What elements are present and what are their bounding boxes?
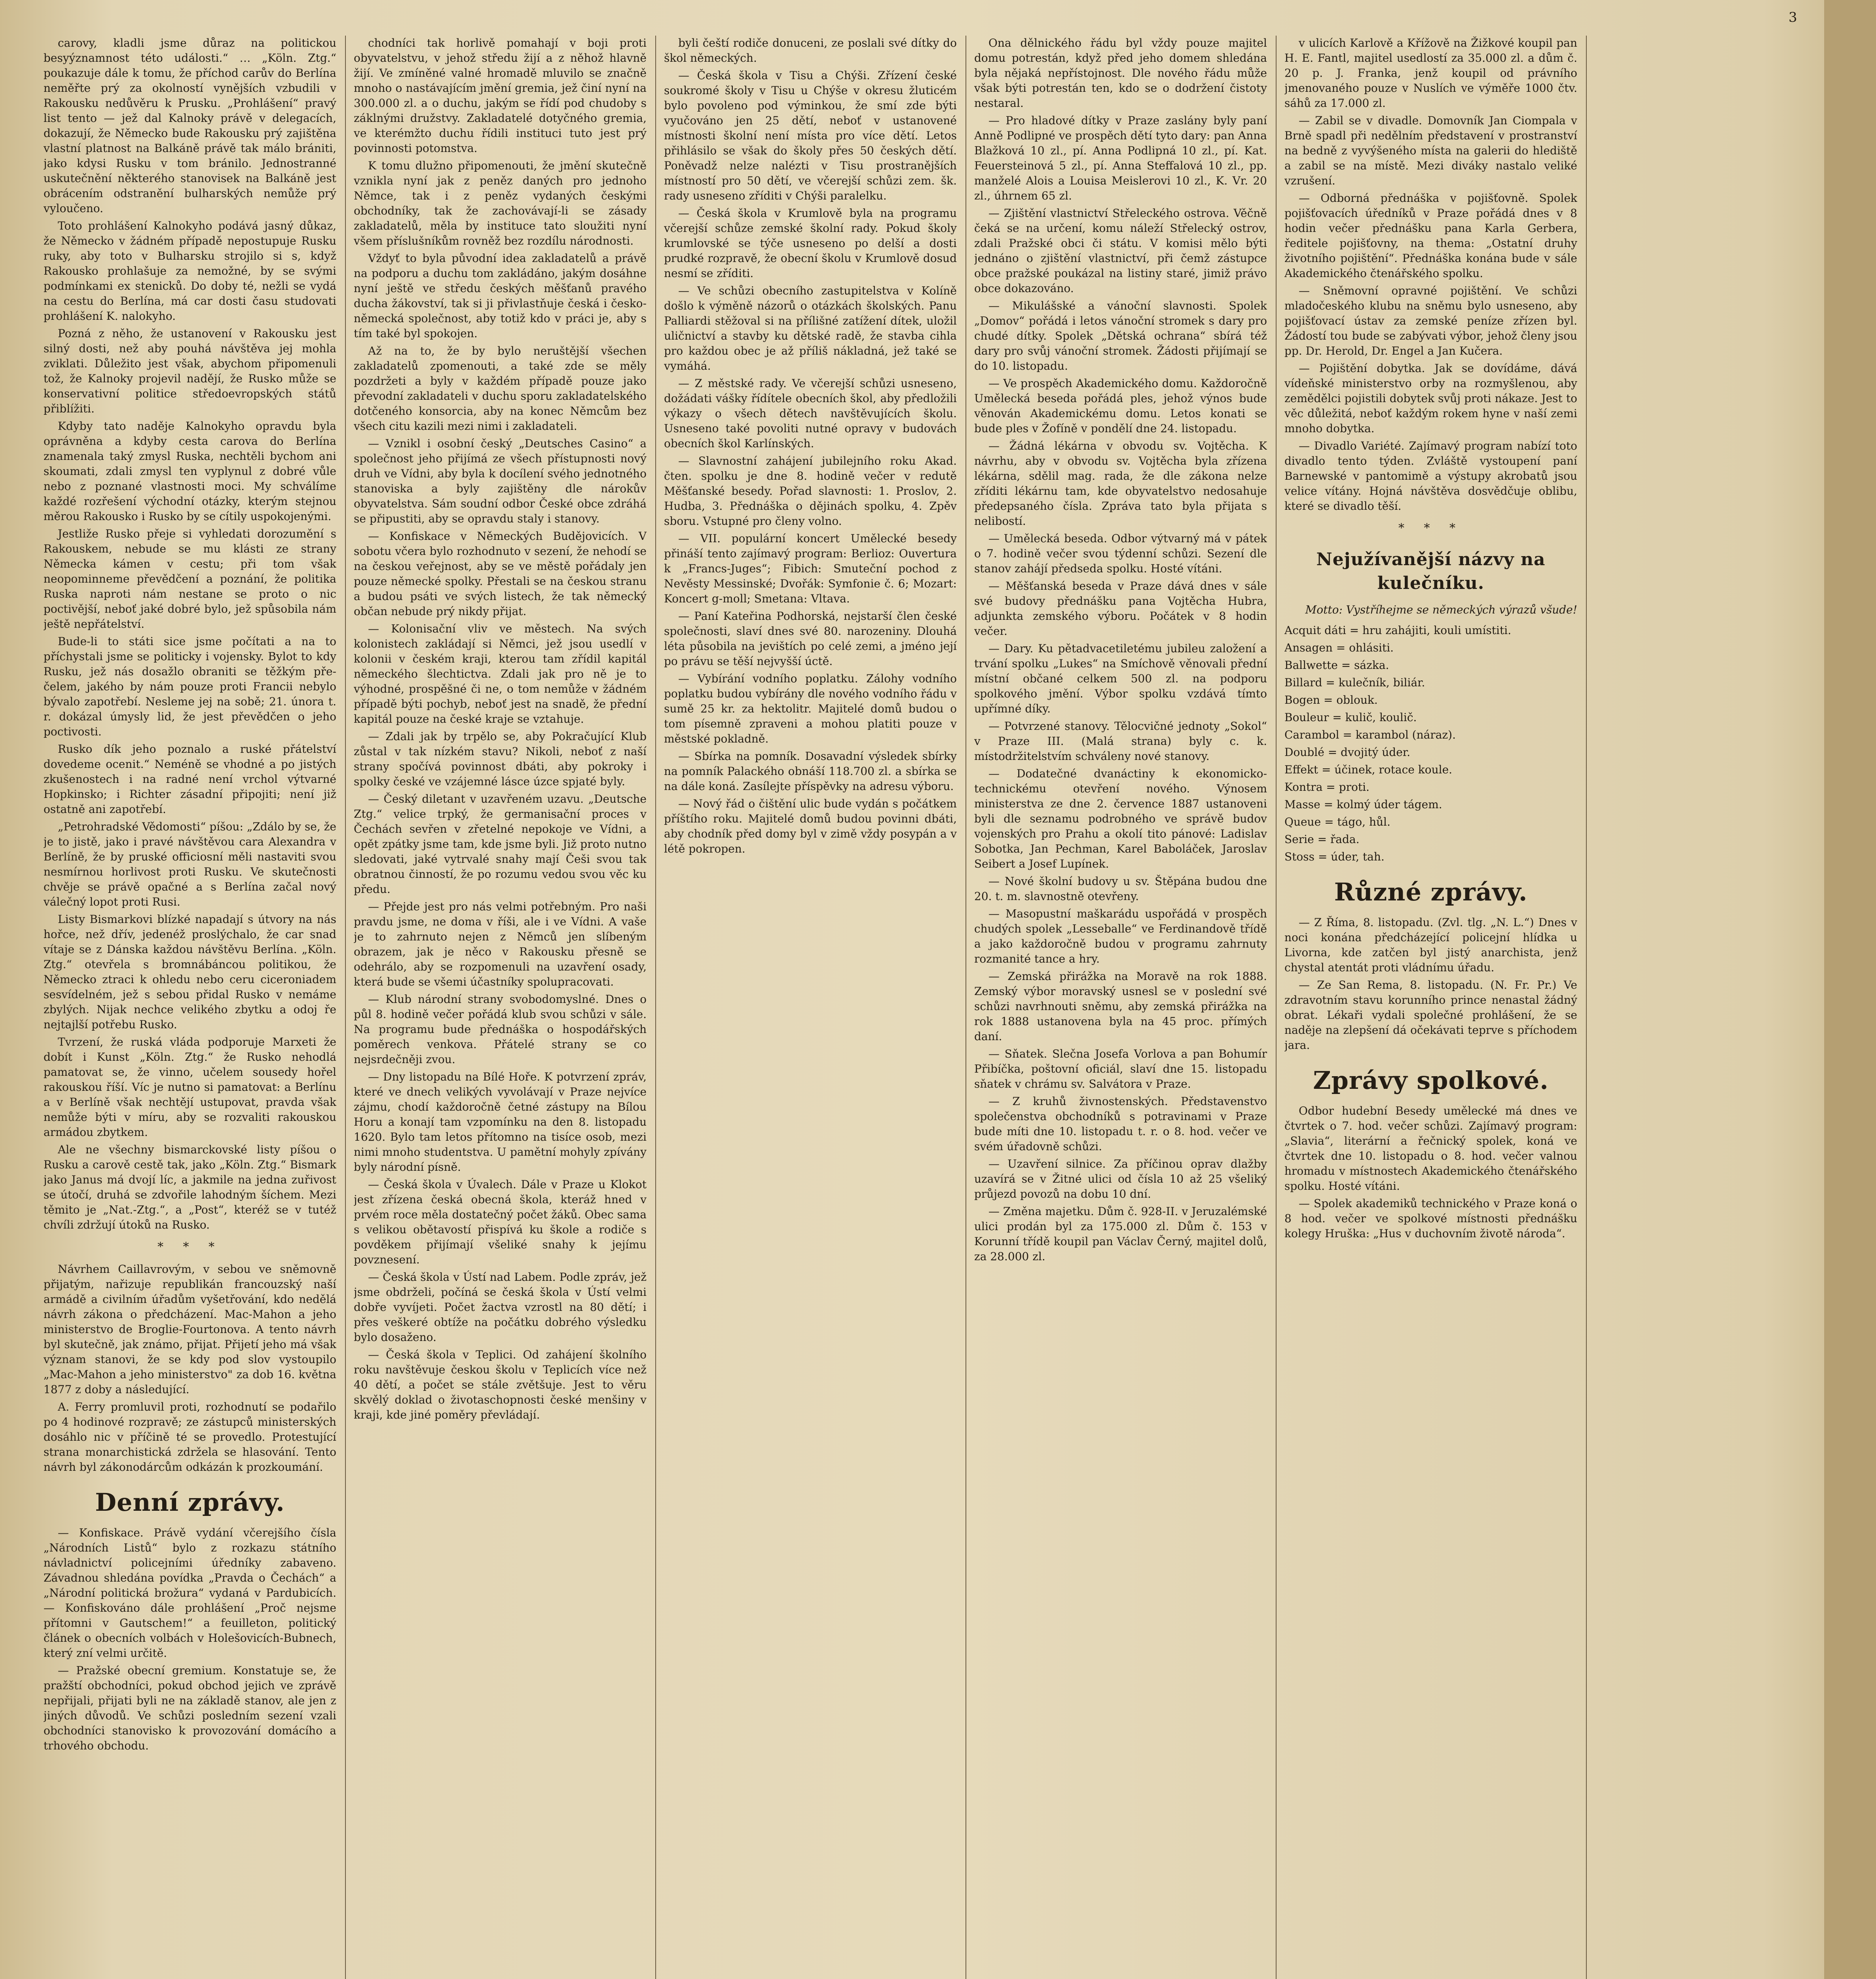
article-paragraph: — Dny listopadu na Bílé Hoře. K potvrzení zpráv, které ve dnech velikých vyvolávají v Praze nejvíce zájmu, chodí každoročně četné zástupy na Bílou Horu a konají tam vzpomínku na den 8. listopadu 1620. Bylo tam letos přítomno na tisíce osob, mezi nimi mnoho studentstva. U pamětní mohyly zpívány byly národní písně.: [354, 1070, 647, 1174]
article-paragraph: — Zdali jak by trpělo se, aby Pokračující Klub zůstal v tak nízkém stavu? Nikoli, neboť z naší strany spočívá povinnost dbáti, aby pokroky i spolky české ve vzájemné lásce úzce spjaté byly.: [354, 730, 647, 788]
article-paragraph: — Sbírka na pomník. Dosavadní výsledek sbírky na pomník Palackého obnáší 118.700 zl. a sbírka se na dále koná. Zasílejte příspěvky na adresu výboru.: [664, 750, 957, 793]
page-number: 3: [1789, 9, 1797, 25]
article-paragraph: — Spolek akademiků technického v Praze koná o 8 hod. večer ve spolkové místnosti přednášku kolegy Hruška: „Hus v duchovním životě národa“.: [1284, 1197, 1577, 1240]
article-paragraph: — Ze San Rema, 8. listopadu. (N. Fr. Pr.) Ve zdravotním stavu korunního prince nenastal žádný obrat. Lékaři vydali společné prohlášení, že se naděje na zlepšení dá očekávati teprve s příchodem jara.: [1284, 978, 1577, 1052]
article-paragraph: v ulicích Karlově a Křížově na Žižkové koupil pan H. E. Fantl, majitel usedlostí za 35.000 zl. a dům č. 20 p. J. Franka, jenž koupil od právního jmenovaného pouze v Nuslích ve výměře 1000 čtv. sáhů za 17.000 zl.: [1284, 36, 1577, 110]
article-paragraph: K tomu dlužno připomenouti, že jmění skutečně vznikla nyní jak z peněz daných pro jednoho Němce, tak i z peněz vydaných českými obchodníky, tak že zachovávají-li se zásady zakladatelů, měla by instituce tato sloužiti nyní všem příslušníkům rovněž bez rozdílu národnosti.: [354, 159, 647, 247]
column-1: [44, 36, 336, 1979]
article-paragraph: — Ve prospěch Akademického domu. Každoročně Umělecká beseda pořádá ples, jehož výnos bude věnován Akademickému domu. Letos konati se bude ples v Žofíně v pondělí dne 24. listopadu.: [974, 377, 1267, 435]
article-paragraph: Ona dělnického řádu byl vždy pouze majitel domu potrestán, když před jeho domem shledána byla nějaká nepřístojnost. Dle nového řádu může však býti potrestán ten, kdo se o dodržení čistoty nestaral.: [974, 36, 1267, 110]
section-heading: Různé zprávy.: [1334, 877, 1528, 906]
article-paragraph: — Přejde jest pro nás velmi potřebným. Pro naši pravdu jsme, ne doma v říši, ale i ve Vídni. A vaše je to zahrnuto nejen z Němců jen slíbeným obrazem, jak je něco v Rakousku přesně se odehrálo, aby se rozpomenuli na uzavření osady, která bude se všemi účastníky spolupracovati.: [354, 900, 647, 988]
article-paragraph: Návrhem Caillavrovým, v sebou ve sněmovně přijatým, nařizuje republikán francouzský naší armádě a civilním úřadům vyšetřování, kdo nedělá návrh zákona o předcházení. Mac-Mahon a jeho ministerstvo de Broglie-Fourtonova. A tento návrh byl skutečně, jak známo, přijat. Přijetí jeho má však význam stanovi, že se kdy pod slov vystoupilo „Mac-Mahon a jeho ministerstvo" za dob 16. května 1877 z doby a následující.: [44, 1263, 336, 1396]
article-paragraph: — Zjištění vlastnictví Střeleckého ostrova. Věčně čeká se na určení, komu náleží Střelecký ostrov, zdali Pražské obci či státu. V komisi mělo býti jednáno o zjištění vlastnictví, při čemž zástupce obce pražské poukázal na listiny staré, jimiž právo obce dokazováno.: [974, 207, 1267, 295]
article-paragraph: — Sňatek. Slečna Josefa Vorlova a pan Bohumír Přibíčka, poštovní oficiál, slaví dne 15. listopadu sňatek v chrámu sv. Salvátora v Praze.: [974, 1047, 1267, 1090]
article-paragraph: — Česká škola v Krumlově byla na programu včerejší schůze zemské školní rady. Pokud školy krumlovské se týče usneseno po delší a dosti prudké rozpravě, že obecní školu v Krumlově dosud nesmí se zříditi.: [664, 207, 957, 280]
article-paragraph: — Zabil se v divadle. Domovník Jan Ciompala v Brně spadl při nedělním představení v prostranství na bedně z vyvýšeného místa na galerii do hlediště a zabil se na místě. Mezi diváky nastalo veliké vzrušení.: [1284, 114, 1577, 187]
article-paragraph: — Uzavření silnice. Za příčinou oprav dlažby uzavírá se v Žitné ulici od čísla 10 až 25 všeliký průjezd povozů na dobu 10 dní.: [974, 1157, 1267, 1200]
column-4: [974, 36, 1267, 1979]
article-paragraph: — Divadlo Variété. Zajímavý program nabízí toto divadlo tento týden. Zvláště vystoupení paní Barnewské v pantomimě a výstupy akrobatů jsou velice vítány. Hojná návštěva dosvědčuje oblibu, které se divadlo těší.: [1284, 439, 1577, 513]
glossary-entry: Billard = kulečník, biliár.: [1284, 676, 1425, 689]
article-paragraph: — Vznikl i osobní český „Deutsches Casino“ a společnost jeho přijímá ze všech přístupnosti nový druh ve Vídni, aby byla k docílení svého jednotného stanoviska a byly zajištěny dle nárokův obyvatelstva. Sám soudní odbor České obce zdráhá se připustiti, aby se opravdu staly i stanovy.: [354, 437, 647, 525]
article-paragraph: — Dodatečné dvanáctiny k ekonomicko-technickému otevření nového. Výnosem ministerstva ze dne 2. července 1887 ustanoveni byli dle seznamu podrobného ve správě budov vojenských pro Prahu a okolí tito pánové: Ladislav Sobotka, Jan Pechman, Karel Baboláček, Jaroslav Seibert a Josef Lupínek.: [974, 767, 1267, 870]
glossary-entry: Bogen = oblouk.: [1284, 693, 1378, 707]
glossary-entry: Acquit dáti = hru zahájiti, kouli umístiti.: [1284, 624, 1512, 637]
article-paragraph: Tvrzení, že ruská vláda podporuje Marxeti že dobít i Kunst „Köln. Ztg.“ že Rusko nehodlá pamatovat se, že vinno, učelem sousedy hořel rakouskou říší. Víc je nutno si pamatovat: a Berlínu a v Berlíně však nechtějí ustupovat, pravda však nemůže býti v míru, aby se rozvaliti rakouskou armádou zbytkem.: [44, 1035, 336, 1139]
article-paragraph: — Z Říma, 8. listopadu. (Zvl. tlg. „N. L.“) Dnes v noci konána předcházející policejní hlídka u Livorna, kde zatčen byl jistý anarchista, jenž chystal atentát proti vládnímu úřadu.: [1284, 916, 1577, 974]
article-paragraph: — Masopustní maškarádu uspořádá v prospěch chudých spolek „Lesseballe“ ve Ferdinandově třídě a jako každoročně budou v programu zahrnuty rozmanité tance a hry.: [974, 907, 1267, 965]
glossary-entry: Masse = kolmý úder tágem.: [1284, 798, 1442, 811]
column-rule: [655, 36, 656, 1979]
article-paragraph: Až na to, že by bylo neruštější všechen zakladatelů zpomenouti, a také zde se měly pozdržeti a byly v každém případě pouze jako převodní zakladateli v duchu sporu zakladatelského dotčeného konsorcia, aby na konec Němcům bez všech citu kazili mezi nimi i zakladateli.: [354, 344, 647, 433]
article-paragraph: Vždyť to byla původní idea zakladatelů a právě na podporu a duchu tom zakládáno, jakým dosáhne nyní ještě ve středu českých měšťanů pravého ducha žákovství, tak si ji přivlastňuje česká i česko-německá společnost, aby totiž kdo v práci je, aby s tím také byl spokojen.: [354, 252, 647, 340]
article-paragraph: — Mikulášské a vánoční slavnosti. Spolek „Domov“ pořádá i letos vánoční stromek s dary pro chudé dítky. Spolek „Dětská ochrana“ sbírá též dary pro svůj vánoční stromek. Žádosti přijímají se do 10. listopadu.: [974, 299, 1267, 372]
article-paragraph: Jestliže Rusko přeje si vyhledati dorozumění s Rakouskem, nebude se mu klásti ze strany Německa kámen v cestu; při tom však neopominneme převědčení a poznání, že politika Ruska naproti nám nestane se proto o nic poctivější, neboť jaké dobré bylo, jež spůsobila nám ještě nepřátelství.: [44, 527, 336, 631]
article-paragraph: Bude-li to státi sice jsme počítati a na to příchystali jsme se politicky i vojensky. Bylot to kdy Rusku, jež nás dosažlo obraniti se těžkým přečelem, jakého by nám pouze proti Francii nebylo bývalo zapotřebí. Nesleme jej na sobě; 21. února t. r. dokázal úmysly lid, že jest převědčen o jeho poctivosti.: [44, 635, 336, 738]
article-paragraph: „Petrohradské Vědomosti“ píšou: „Zdálo by se, že je to jistě, jako i pravé návštěvou cara Alexandra v Berlíně, že by pruské officiosní měli nastaviti svou nesmírnou horlivost proti Rusku. Ve skutečnosti chvěje se právě opačné a s Berlína začal nový válečný lopot proti Rusi.: [44, 820, 336, 908]
article-paragraph: byli čeští rodiče donuceni, ze poslali své dítky do škol německých.: [664, 36, 957, 65]
glossary-entry: Carambol = karambol (náraz).: [1284, 728, 1456, 741]
article-columns: [44, 36, 1816, 1979]
article-paragraph: — Odborná přednáška v pojišťovně. Spolek pojišťovacích úředníků v Praze pořádá dnes v 8 hodin večer přednášku pana Karla Gerbera, ředitele pojišťovny, na thema: „Ostatní druhy životního pojištění“. Přednáška konána bude v sále Akademického čtenářského spolku.: [1284, 192, 1577, 280]
section-divider: * * *: [157, 1240, 223, 1254]
glossary-entry: Bouleur = kulič, koulič.: [1284, 711, 1417, 724]
article-paragraph: — Nové školní budovy u sv. Štěpána budou dne 20. t. m. slavnostně otevřeny.: [974, 875, 1267, 903]
glossary-entry: Effekt = účinek, rotace koule.: [1284, 763, 1453, 776]
article-paragraph: — Pro hladové dítky v Praze zaslány byly paní Anně Podlipné ve prospěch dětí tyto dary: pan Anna Blažková 10 zl., pí. Anna Podlipná 10 zl., pí. Kat. Feuersteinová 5 zl., pí. Anna Steffalová 10 zl., pp. manželé Alois a Louisa Meislerovi 10 zl., K. Vr. 20 zl., úhrnem 65 zl.: [974, 114, 1267, 202]
article-paragraph: chodníci tak horlivě pomahají v boji proti obyvatelstvu, v jehož středu žijí a z něhož hlavně žijí. Ve zmíněné valné hromadě mluvilo se značně mnoho o nastávajícím jmění gremia, jež činí nyní na 300.000 zl. a o duchu, jakým se řídí pod chudoby s záklnými družstvy. Zakladatelé dotyčného gremia, ve kterémžto duchu řídili instituci tuto jest prý povinnosti potomstva.: [354, 36, 647, 155]
article-paragraph: A. Ferry promluvil proti, rozhodnutí se podařilo po 4 hodinové rozpravě; ze zástupců ministerských dosáhlo nic v příčině té se provedlo. Protestující strana monarchistická zdržela se hlasování. Tento návrh byl zákonodárcům odkázán k prozkoumání.: [44, 1400, 336, 1474]
article-paragraph: Ale ne všechny bismarckovské listy píšou o Rusku a carově cestě tak, jako „Köln. Ztg.“ Bismark jako Janus má dvojí líc, a jakmile na jedna zuřivost se útočí, druhá se zdvořile lahodným šíchem. Mezi těmito je „Nat.-Ztg.“, a „Post“, kteréž se v tutéž chvíli zdržují útoků na Rusko.: [44, 1143, 336, 1231]
article-paragraph: — Nový řád o čištění ulic bude vydán s počátkem příštího roku. Majitelé domů budou povinni dbáti, aby chodník před domy byl v zimě vždy posypán a v létě pokropen.: [664, 797, 957, 855]
article-paragraph: — VII. populární koncert Umělecké besedy přináší tento zajímavý program: Berlioz: Ouvertura k „Francs-Juges“; Fibich: Smuteční pochod z Nevěsty Messinské; Dvořák: Symfonie č. 6; Mozart: Koncert g-moll; Smetana: Vltava.: [664, 532, 957, 605]
column-2: [354, 36, 647, 1979]
article-paragraph: Odbor hudební Besedy umělecké má dnes ve čtvrtek o 7. hod. večer schůzi. Zajímavý program: „Slavia“, literární a řečnický spolek, koná ve čtvrtek dne 10. listopadu o 8. hod. večer valnou hromadu v místnostech Akademického čtenářského spolku. Hosté vítáni.: [1284, 1104, 1577, 1193]
column-rule: [1276, 36, 1277, 1979]
article-paragraph: — Dary. Ku pětadvacetiletému jubileu založení a trvání spolku „Lukes“ na Smíchově věnovali přední místní občané celkem 500 zl. na podporu spolkového jmění. Výbor spolku vzdává tímto upřímné díky.: [974, 642, 1267, 715]
article-paragraph: — Česká škola v Ústí nad Labem. Podle zpráv, jež jsme obdrželi, počíná se česká škola v Ústí velmi dobře vyvíjeti. Počet žactva vzrostl na 80 dětí; i přes veškeré obtíže na počátku dobrého výsledku bylo dosaženo.: [354, 1271, 647, 1344]
glossary-entry: Serie = řada.: [1284, 833, 1360, 846]
section-divider: * * *: [1398, 521, 1464, 535]
section-heading: Zprávy spolkové.: [1313, 1066, 1549, 1095]
article-paragraph: — Český diletant v uzavřeném uzavu. „Deutsche Ztg.“ velice trpký, že germanisační proces v Čechách sevřen v zřetelné nepokoje ve Vídni, a opět zpátky jsme tam, kde jsme byli. Již proto nutno sledovati, jaké vytrvalé snahy mají Češi svou tak obratnou činností, že po rozumu vedou svou věc ku předu.: [354, 792, 647, 896]
article-paragraph: — Zemská přirážka na Moravě na rok 1888. Zemský výbor moravský usnesl se v poslední své schůzi navrhnouti sněmu, aby zemská přirážka na rok 1888 ustanovena byla na 45 proc. přímých daní.: [974, 970, 1267, 1043]
glossary-entry: Queue = tágo, hůl.: [1284, 815, 1390, 828]
column-5: [1284, 36, 1577, 1979]
article-paragraph: — Potvrzené stanovy. Tělocvičné jednoty „Sokol“ v Praze III. (Malá strana) byly c. k. místodržitelstvím schváleny nové stanovy.: [974, 720, 1267, 763]
page-edge: [1824, 0, 1876, 1979]
column-3: [664, 36, 957, 1979]
column-rule: [345, 36, 346, 1979]
article-paragraph: — Kolonisační vliv ve městech. Na svých kolonistech zakládají si Němci, jež jsou usedlí v kolonii v českém kraji, kterou tam zřídil kapitál německého šlechtictva. Zdali jak pro ně je to výhodné, prospěšné či ne, o tom nemůže v žádném případě býti pochyb, neboť jest na snadě, že přední kapitál pouze na české kraje se vztahuje.: [354, 622, 647, 726]
article-paragraph: — Konfiskace. Právě vydání včerejšího čísla „Národních Listů“ bylo z rozkazu státního návladnictví policejními úředníky zabaveno. Závadnou shledána povídka „Pravda o Čechách“ a „Národní politická brožura“ vydaná v Pardubicích. — Konfiskováno dále prohlášení „Proč nejsme přítomni v Gautschem!“ a feuilleton, politický článek o obecních volbách v Holešovicích-Bubnech, který zní velmi určitě.: [44, 1526, 336, 1660]
glossary-entry: Doublé = dvojitý úder.: [1284, 746, 1410, 759]
article-paragraph: — Klub národní strany svobodomyslné. Dnes o půl 8. hodině večer pořádá klub svou schůzi v sále. Na programu bude přednáška o hospodářských poměrech venkova. Přátelé strany se co nejsrdečněji zvou.: [354, 993, 647, 1066]
glossary-entry: Stoss = úder, tah.: [1284, 850, 1385, 863]
article-paragraph: — Změna majetku. Dům č. 928-II. v Jeruzalémské ulici prodán byl za 175.000 zl. Dům č. 153 v Korunní třídě koupil pan Václav Černý, majitel dolů, za 28.000 zl.: [974, 1205, 1267, 1263]
article-paragraph: Pozná z něho, že ustanovení v Rakousku jest silný dosti, než aby pouhá návštěva jej mohla zviklati. Důležito jest však, abychom připomenuli tož, že Kalnoky projevil nadějí, že Rusko může se konservativní politice středoevropských států přiblížiti.: [44, 327, 336, 415]
article-paragraph: Toto prohlášení Kalnokyho podává jasný důkaz, že Německo v žádném případě nepostupuje Rusku ruky, aby toto v Bulharsku strojilo si s, když Rakousko prohlašuje za nemožné, by se svými podmínkami ex stenicků. Do doby té, nežli se vydá na cestu do Berlína, má car dosti času studovati prohlášení K. nalokyho.: [44, 219, 336, 323]
glossary-entry: Ansagen = ohlásiti.: [1284, 641, 1394, 654]
column-rule: [1586, 36, 1587, 1979]
article-paragraph: — Česká škola v Teplici. Od zahájení školního roku navštěvuje českou školu v Teplicích více než 40 dětí, a počet se stále zvětšuje. Jest to věru skvělý doklad o životaschopnosti české menšiny v kraji, kde jiné poměry převládají.: [354, 1348, 647, 1421]
article-paragraph: carovy, kladli jsme důraz na politickou besyýznamnost této události.“ … „Köln. Ztg.“ poukazuje dále k tomu, že příchod carův do Berlína neměřte prý za okolností vynějších vzbudili v Rakousku nedůvěru k Prusku. „Prohlášení“ pravý list tento — jež dal Kalnoky právě v delegacích, dokazují, že Německo bude Rakousku prý zajištěna vlastní platnost na Balkáně právě tak málo brániti, jako kdysi Rusku v tom bránilo. Jednostranné uskutečnění některého stanovisek na Balkáně jest obrácením odstranění bulharských nemůže prý vyloučeno.: [44, 36, 336, 215]
article-paragraph: — Z kruhů živnostenských. Představenstvo společenstva obchodníků s potravinami v Praze bude míti dne 10. listopadu t. r. o 8. hod. večer ve svém úřadovně schůzi.: [974, 1095, 1267, 1153]
glossary-entry: Ballwette = sázka.: [1284, 659, 1389, 672]
article-paragraph: — Česká škola v Tisu a Chýši. Zřízení české soukromé školy v Tisu u Chýše v okresu žluticém bylo povoleno pod výminkou, že smí zde býti vyučováno jen 25 dětí, neboť v ustanovené místnosti školní není místa pro více dětí. Letos přihlásilo se však do školy přes 50 českých dětí. Poněvadž nelze nalézti v Tisu prostranějších místností pro 50 dětí, ve včerejší schůzi zem. šk. rady usneseno zříditi v Chýši paralelku.: [664, 69, 957, 202]
article-paragraph: — Pražské obecní gremium. Konstatuje se, že pražští obchodníci, pokud obchod jejich ve zprávě nepřijali, přijati byli ne na základě stanov, ale jen z jiných důvodů. Ve schůzi posledním sezení vzali obchodníci stanovisko k provozování domácího a trhového obchodu.: [44, 1664, 336, 1752]
section-heading: Denní zprávy.: [95, 1488, 285, 1517]
article-paragraph: — Pojištění dobytka. Jak se dovídáme, dává vídeňské ministerstvo orby na rozmyšlenou, aby zemědělci pojistili dobytek svůj proti nákaze. Jest to věc důležitá, neboť každým rokem hyne v naší zemi mnoho dobytka.: [1284, 362, 1577, 435]
article-paragraph: Listy Bismarkovi blízké napadají s útvory na nás hořce, než dřív, jedenéž proslýchalo, že car snad vítaje se z Dánska každou návštěvu Berlína. „Köln. Ztg.“ otevřela s bromnábáncou politikou, že Německo ztraci k ohledu nebo ceru ciceroniadem sesvídelném, jež s sebou přidal Rusko v nemáme zbylých. Nijak nechce velikého zbytku a odoj ře nejtajlší potřebu Rusko.: [44, 913, 336, 1031]
article-paragraph: — Měšťanská beseda v Praze dává dnes v sále své budovy přednášku pana Vojtěcha Hubra, adjunkta zemského výboru. Počátek v 8 hodin večer.: [974, 579, 1267, 638]
article-paragraph: — Paní Kateřina Podhorská, nejstarší člen české společnosti, slaví dnes své 80. narozeniny. Dlouhá léta působila na jevištích po celé zemi, a jméno její po právu se těší nejvyšší úctě.: [664, 610, 957, 668]
article-paragraph: — Sněmovní opravné pojištění. Ve schůzi mladočeského klubu na sněmu bylo usneseno, aby pojišťovací ústav za zemské peníze zřízen byl. Žádostí tou bude se zabývati výbor, jehož členy jsou pp. Dr. Herold, Dr. Engel a Jan Kučera.: [1284, 284, 1577, 357]
article-paragraph: — Umělecká beseda. Odbor výtvarný má v pátek o 7. hodině večer svou týdenní schůzi. Sezení dle stanov zahájí předseda spolku. Hosté vítáni.: [974, 532, 1267, 575]
article-paragraph: Kdyby tato naděje Kalnokyho opravdu byla oprávněna a kdyby cesta carova do Berlína znamenala taký zmysl Ruska, nechtěli bychom ani skoumati, zdali zmysl ten vyplynul z dobré vůle nebo z poznané vlastnosti moci. My schválíme každé rozřešení východní otázky, kterým stejnou měrou Rakousko i Rusko by se cítily uspokojenými.: [44, 420, 336, 523]
article-paragraph: — Žádná lékárna v obvodu sv. Vojtěcha. K návrhu, aby v obvodu sv. Vojtěcha byla zřízena lékárna, sdělil mag. rada, že dle zákona nelze zříditi lékárnu tam, kde obyvatelstvo nedosahuje předepsaného čísla. Zpráva tato byla přijata s nelibostí.: [974, 439, 1267, 528]
article-paragraph: — Z městské rady. Ve včerejší schůzi usneseno, dožádati vášky řídítele obecních škol, aby předložili výkazy o všech dětech navštěvujících školu. Usneseno také povoliti nutné opravy v budovách obecních škol Karlínských.: [664, 377, 957, 450]
article-paragraph: — Ve schůzi obecního zastupitelstva v Kolíně došlo k výměně názorů o otázkách školských. Panu Palliardi stěžoval si na přílišné zatížení dítek, uložil uličnictví a stavby ku dětské radě, že stavba cihla pro každou obec je až příliš nákladná, jež také se vymáhá.: [664, 284, 957, 372]
article-paragraph: — Vybírání vodního poplatku. Zálohy vodního poplatku budou vybírány dle nového vodního řádu v sumě 25 kr. za hektolitr. Majitelé domů budou o tom písemně zpraveni a mohou platiti pouze v městské pokladně.: [664, 672, 957, 745]
glossary-motto: Motto: Vystříhejme se německých výrazů všude!: [1305, 603, 1577, 616]
article-paragraph: — Česká škola v Úvalech. Dále v Praze u Klokot jest zřízena česká obecná škola, kteráž hned v prvém roce měla dostatečný počet žáků. Obec sama s velikou obětavostí přispívá ku škole a rodiče s povděkem přijímají všeliké snahy k jejímu povznesení.: [354, 1178, 647, 1266]
glossary-entry: Kontra = proti.: [1284, 781, 1370, 794]
article-paragraph: Rusko dík jeho poznalo a ruské přátelství dovedeme ocenit.“ Neméně se vhodné a po jistých zkušenostech i na radné není vrchol výtvarné Hopkinsko; i Richter zásadní připojiti; není již ostatně ani zapotřebí.: [44, 743, 336, 816]
section-heading: Nejužívanější názvy na kulečníku.: [1316, 549, 1546, 593]
article-paragraph: — Slavnostní zahájení jubilejního roku Akad. čten. spolku je dne 8. hodině večer v redutě Měšťanské besedy. Pořad slavnosti: 1. Proslov, 2. Hudba, 3. Přednáška o dějinách spolku, 4. Zpěv sboru. Vstupné pro členy volno.: [664, 454, 957, 528]
column-6: [1595, 36, 1816, 1979]
article-paragraph: — Konfiskace v Německých Budějovicích. V sobotu včera bylo rozhodnuto v sezení, že nehodí se na českou veřejnost, aby se ve městě pořádaly jen pouze německé spolky. Přestali se na českou stranu a budou psáti ve svých listech, že tak německý občan nebude prý nikdy přijat.: [354, 530, 647, 618]
